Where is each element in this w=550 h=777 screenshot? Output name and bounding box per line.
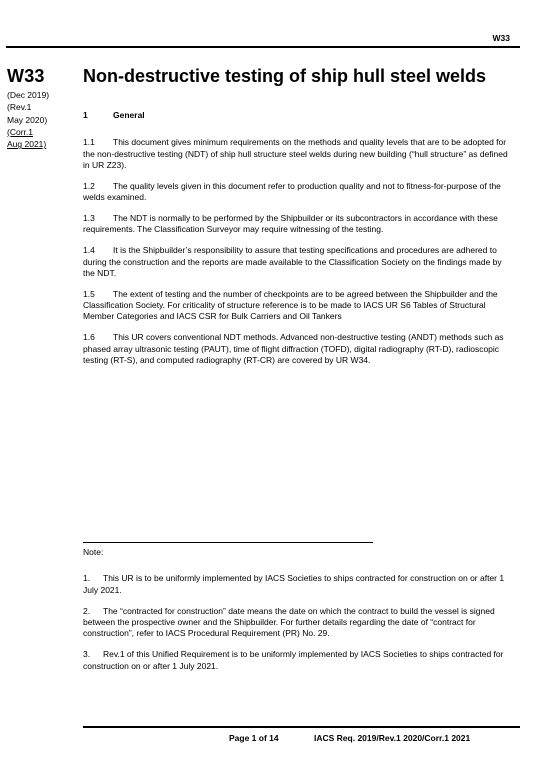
header-rule (6, 46, 520, 48)
paragraph-number: 1.2 (83, 180, 95, 191)
section-heading (83, 110, 515, 121)
footer-page-number: Page 1 of 14 (229, 733, 279, 743)
notes-label: Note: (83, 547, 104, 557)
paragraph-text: The extent of testing and the number of checkpoints are to be agreed between the Shipbuilder and the Classification Society. For criticality of structure reference is to be made to IACS UR S6 Tables of Structural Member Categories and IACS CSR for Bulk Carriers and Oil Tankers (83, 288, 498, 322)
revision-line: May 2020) (7, 114, 48, 125)
section-title: General (113, 110, 145, 120)
section-number: 1 (83, 110, 88, 120)
note-number: 1. (83, 573, 91, 584)
paragraph-number: 1.5 (83, 288, 95, 299)
document-code: W33 (7, 66, 45, 86)
footnote-rule (83, 542, 373, 543)
note-number: 2. (83, 605, 91, 616)
paragraph-text: This UR covers conventional NDT methods. Advanced non-destructive testing (ANDT) methods such as phased array ultrasonic testing (PAUT), time of flight diffraction (TOFD), digital radiography (RT-D), radioscopic testing (RT-S), and computed radiography (RT-CR) are covered by UR W34. (83, 332, 504, 365)
revision-line: (Rev.1 (7, 102, 32, 113)
paragraph-number: 1.1 (83, 137, 95, 148)
document-title: Non-destructive testing of ship hull steel welds (83, 66, 487, 86)
paragraph-number: 1.4 (83, 245, 95, 256)
paragraph-text: This document gives minimum requirements on the methods and quality levels that are to be adopted for the non-destructive testing (NDT) of ship hull structure steel welds during new building (“hull structure” as defined in UR Z23). (83, 137, 508, 171)
note-text: This UR is to be uniformly implemented by IACS Societies to ships contracted for construction on or after 1 July 2021. (83, 573, 505, 595)
paragraph-text: The NDT is normally to be performed by the Shipbuilder or its subcontractors in accordance with these requirements. The Classification Surveyor may require witnessing of the testing. (83, 213, 498, 235)
note-item (83, 573, 515, 596)
paragraph-text: It is the Shipbuilder’s responsibility to assure that testing specifications and procedures are adhered to during the construction and the reports are made available to the Classification Society on the findings made by the NDT. (83, 245, 502, 278)
paragraph-number: 1.3 (83, 213, 95, 224)
note-text: Rev.1 of this Unified Requirement is to be uniformly implemented by IACS Societies to ships contracted for construction on or after 1 July 2021. (83, 649, 504, 671)
notes-section (83, 547, 515, 681)
footer-reference: IACS Req. 2019/Rev.1 2020/Corr.1 2021 (314, 733, 471, 743)
paragraph-number: 1.6 (83, 332, 95, 343)
paragraph (83, 332, 515, 366)
revision-line: (Dec 2019) (7, 90, 50, 100)
footer-rule (83, 726, 520, 728)
header-code: W33 (492, 33, 510, 43)
paragraph (83, 213, 515, 236)
paragraph-text: The quality levels given in this document refer to production quality and not to fitness-for-purpose of the welds examined. (83, 180, 501, 203)
note-number: 3. (83, 649, 91, 660)
revision-line-link[interactable]: Aug 2021) (7, 139, 47, 150)
revision-line-link[interactable]: (Corr.1 (7, 126, 33, 137)
main-content (83, 110, 515, 376)
paragraph (83, 181, 515, 204)
paragraph (83, 137, 515, 171)
note-item (83, 649, 515, 672)
revision-history (7, 89, 75, 150)
note-text: The “contracted for construction” date means the date on which the contract to build the vessel is signed between the prospective owner and the Shipbuilder. For further details regarding the date of “contract for construction”, refer to IACS Procedural Requirement (PR) No. 29. (83, 605, 495, 639)
paragraph (83, 245, 515, 279)
paragraph (83, 289, 515, 323)
note-item (83, 606, 515, 640)
